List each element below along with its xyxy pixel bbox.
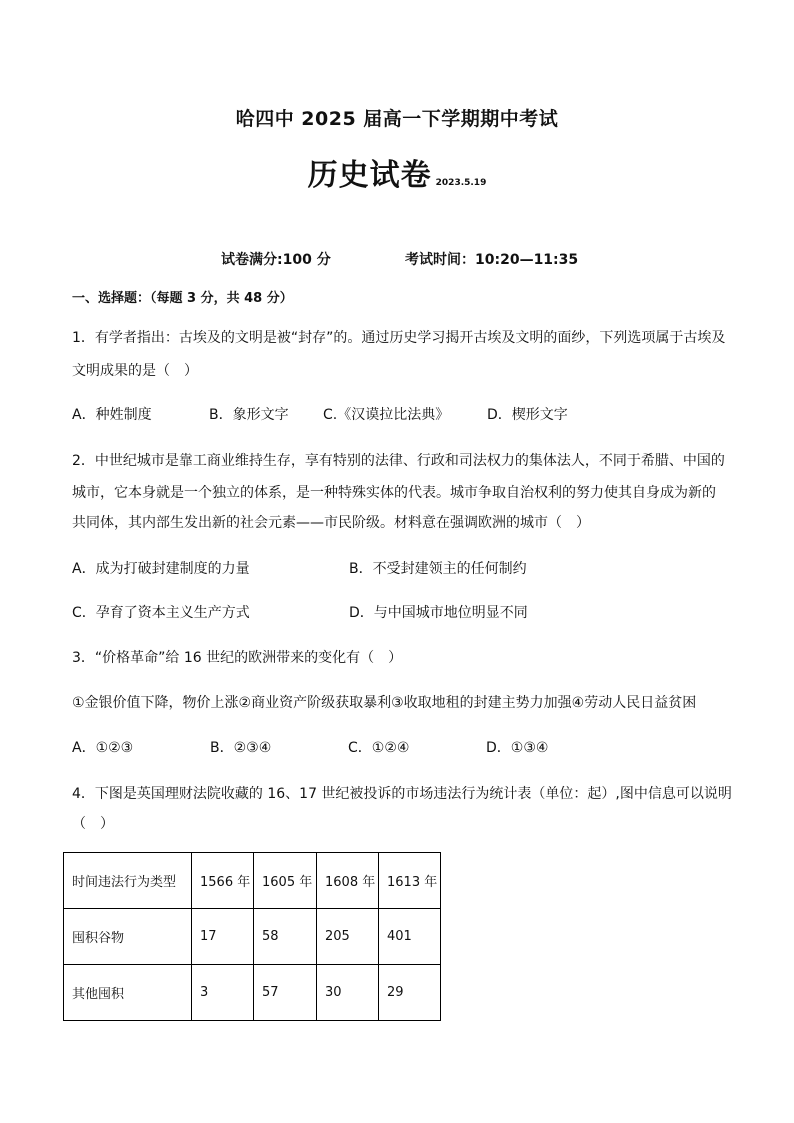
- q3-stem-line2: ①金银价值下降，物价上涨②商业资产阶级获取暴利③收取地租的封建主势力加强④劳动人民日益贫困: [72, 695, 697, 711]
- table-cell: 29: [379, 965, 441, 1021]
- q1-option-d: D．楔形文字: [487, 407, 568, 423]
- q3-option-b: B．②③④: [210, 740, 272, 756]
- table-cell: 30: [317, 965, 379, 1021]
- q3-stem-line1: 3．“价格革命”给 16 世纪的欧洲带来的变化有（ ）: [72, 650, 403, 666]
- table-cell: 囤积谷物: [64, 909, 192, 965]
- q2-option-a: A．成为打破封建制度的力量: [72, 561, 250, 577]
- q1-option-b: B．象形文字: [209, 407, 289, 423]
- table-header-cell: 1605 年: [254, 853, 317, 909]
- table-cell: 205: [317, 909, 379, 965]
- q2-option-b: B．不受封建领主的任何制约: [349, 561, 527, 577]
- table-header-cell: 1608 年: [317, 853, 379, 909]
- q1-stem-line1: 1．有学者指出：古埃及的文明是被“封存”的。通过历史学习揭开古埃及文明的面纱，下列选项属于古埃及: [72, 330, 726, 346]
- subject-title: 历史试卷: [307, 158, 432, 193]
- table-header-cell: 1613 年: [379, 853, 441, 909]
- exam-time: 考试时间：10:20—11:35: [405, 252, 579, 268]
- q2-stem-line3: 共同体，其内部生发出新的社会元素——市民阶级。材料意在强调欧洲的城市（ ）: [72, 515, 590, 531]
- table-cell: 其他囤积: [64, 965, 192, 1021]
- q3-option-d: D．①③④: [486, 740, 549, 756]
- full-score: 试卷满分:100 分: [221, 252, 331, 268]
- table-cell: 3: [192, 965, 254, 1021]
- table-row: [64, 965, 441, 1021]
- table-cell: 57: [254, 965, 317, 1021]
- table-header-row: [64, 853, 441, 909]
- q2-option-d: D．与中国城市地位明显不同: [349, 605, 528, 621]
- table-header-cell: 时间违法行为类型: [64, 853, 192, 909]
- table-row: [64, 909, 441, 965]
- exam-date: 2023.5.19: [435, 178, 487, 188]
- q1-option-a: A．种姓制度: [72, 407, 152, 423]
- violation-statistics-table: [63, 852, 441, 1021]
- subject-heading: [0, 150, 794, 194]
- section-heading: 一、选择题：（每题 3 分，共 48 分）: [72, 291, 293, 306]
- table-cell: 401: [379, 909, 441, 965]
- q3-option-a: A．①②③: [72, 740, 134, 756]
- q4-stem-line1: 4．下图是英国理财法院收藏的 16、17 世纪被投诉的市场违法行为统计表（单位：起）,图中信息可以说明: [72, 786, 732, 802]
- q2-option-c: C．孕育了资本主义生产方式: [72, 605, 250, 621]
- table-cell: 17: [192, 909, 254, 965]
- exam-title: 哈四中 2025 届高一下学期期中考试: [235, 108, 559, 130]
- q1-option-c: C.《汉谟拉比法典》: [323, 407, 450, 423]
- q1-stem-line2: 文明成果的是（ ）: [72, 363, 198, 379]
- q3-option-c: C．①②④: [348, 740, 410, 756]
- table-cell: 58: [254, 909, 317, 965]
- q2-stem-line2: 城市，它本身就是一个独立的体系，是一种特殊实体的代表。城市争取自治权利的努力使其自身成为新的: [72, 485, 716, 501]
- q4-stem-line2: （ ）: [72, 816, 114, 832]
- table-header-cell: 1566 年: [192, 853, 254, 909]
- q2-stem-line1: 2．中世纪城市是靠工商业维持生存，享有特别的法律、行政和司法权力的集体法人，不同于希腊、中国的: [72, 453, 725, 469]
